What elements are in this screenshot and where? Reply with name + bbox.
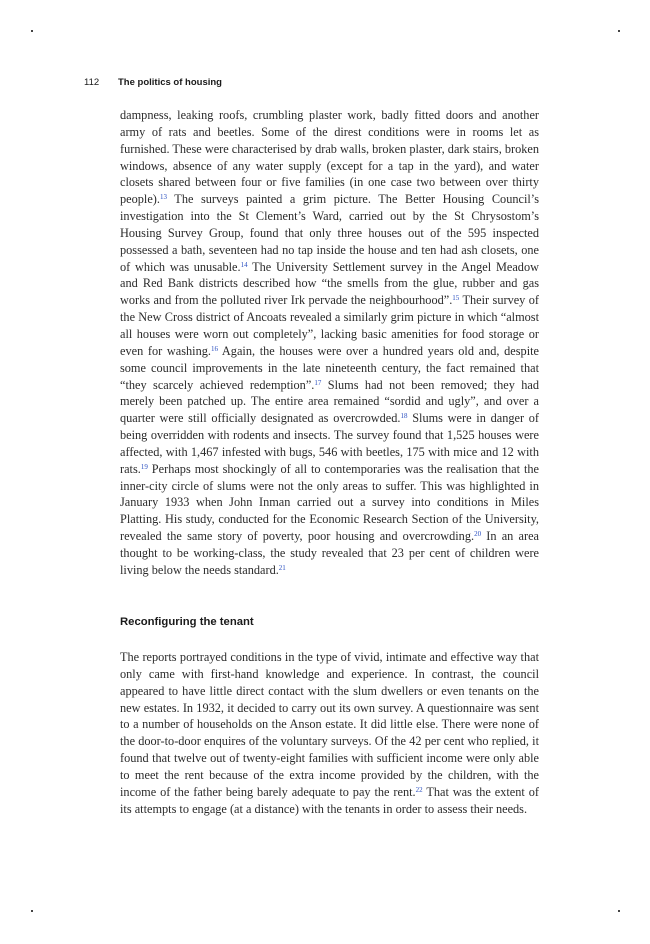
crop-mark (31, 30, 33, 32)
footnote-ref[interactable]: 22 (415, 785, 423, 794)
footnote-ref[interactable]: 20 (474, 530, 482, 539)
text-run: In an area thought to be working-class, the study revealed that 23 per cent of children were living below the needs standard. (120, 529, 539, 577)
footnote-ref[interactable]: 19 (140, 462, 148, 471)
section-heading: Reconfiguring the tenant (120, 616, 254, 628)
text-run: That was the extent of its attempts to engage (at a distance) with the tenants in order to assess their needs. (120, 784, 539, 816)
crop-mark (618, 30, 620, 32)
crop-mark (618, 910, 620, 912)
text-run: Perhaps most shockingly of all to contemporaries was the realisation that the inner-city circle of slums were not the only areas to suffer. This was highlighted in January 1933 when John Inman carried out a survey into conditions in Miles Platting. His study, conducted for the Economic Research Section of the University, revealed the same story of poverty, poor housing and overcrowding. (120, 461, 539, 544)
footnote-ref[interactable]: 21 (278, 563, 286, 572)
footnote-ref[interactable]: 13 (159, 193, 167, 202)
text-run: Their survey of the New Cross district of Ancoats revealed a similarly grim picture in which “almost all houses were worn out completely”, lacking basic amenities for food storage or even for washing. (120, 293, 539, 358)
body-paragraph (120, 107, 539, 579)
footnote-ref[interactable]: 18 (400, 412, 408, 421)
footnote-ref[interactable]: 16 (210, 344, 218, 353)
body-paragraph (120, 649, 539, 817)
footnote-ref[interactable]: 17 (314, 378, 322, 387)
running-head (84, 77, 222, 88)
text-run: Slums had not been removed; they had merely been patched up. The entire area remained “sordid and ugly”, and over a quarter were still officially designated as overcrowded. (120, 377, 539, 426)
text-run: dampness, leaking roofs, crumbling plaster work, badly fitted doors and another army of rats and beetles. Some of the direst conditions were in rooms let as furnished. These were characterised by drab walls, broken plaster, dark stairs, broken windows, absence of any water supply (except for a tap in the yard), and water closets shared between four or five families (in one case two between over thirty people). (120, 108, 539, 207)
text-run: Again, the houses were over a hundred years old and, despite some council improvements in the late nineteenth century, the fact remained that “they scarcely achieved redemption”. (120, 343, 539, 392)
page-number: 112 (84, 77, 100, 88)
crop-mark (31, 910, 33, 912)
footnote-ref[interactable]: 15 (452, 294, 460, 303)
text-run: Slums were in danger of being overridden with rodents and insects. The survey found that 1,525 houses were affected, with 1,467 infested with bugs, 546 with beetles, 175 with mice and 12 with rats. (120, 411, 540, 476)
text-run: The surveys painted a grim picture. The Better Housing Council’s investigation into the St Clement’s Ward, carried out by the St Chrysostom’s Housing Survey Group, found that only three houses out of the 595 inspected possessed a bath, seventeen had no tap inside the house and ten had ash closets, one of which was unusable. (120, 192, 539, 274)
text-run: The University Settlement survey in the Angel Meadow and Red Bank districts described how “the smells from the glue, rubber and gas works and from the polluted river Irk pervade the neighbourhood”. (120, 259, 539, 308)
text-run: The reports portrayed conditions in the type of vivid, intimate and effective way that only came with first-hand knowledge and experience. In contrast, the council appeared to have little direct contact with the slum dwellers or even tenants on the new estates. In 1932, it decided to carry out its own survey. A questionnaire was sent to a number of households on the Anson estate. It did little else. There were none of the door-to-door enquires of the voluntary surveys. Of the 42 per cent who replied, it found that twelve out of twenty-eight families with sufficient income were only able to meet the rent because of the extra income provided by the children, with the income of the father being barely adequate to pay the rent. (120, 650, 539, 799)
running-title: The politics of housing (118, 77, 222, 88)
footnote-ref[interactable]: 14 (240, 260, 248, 269)
